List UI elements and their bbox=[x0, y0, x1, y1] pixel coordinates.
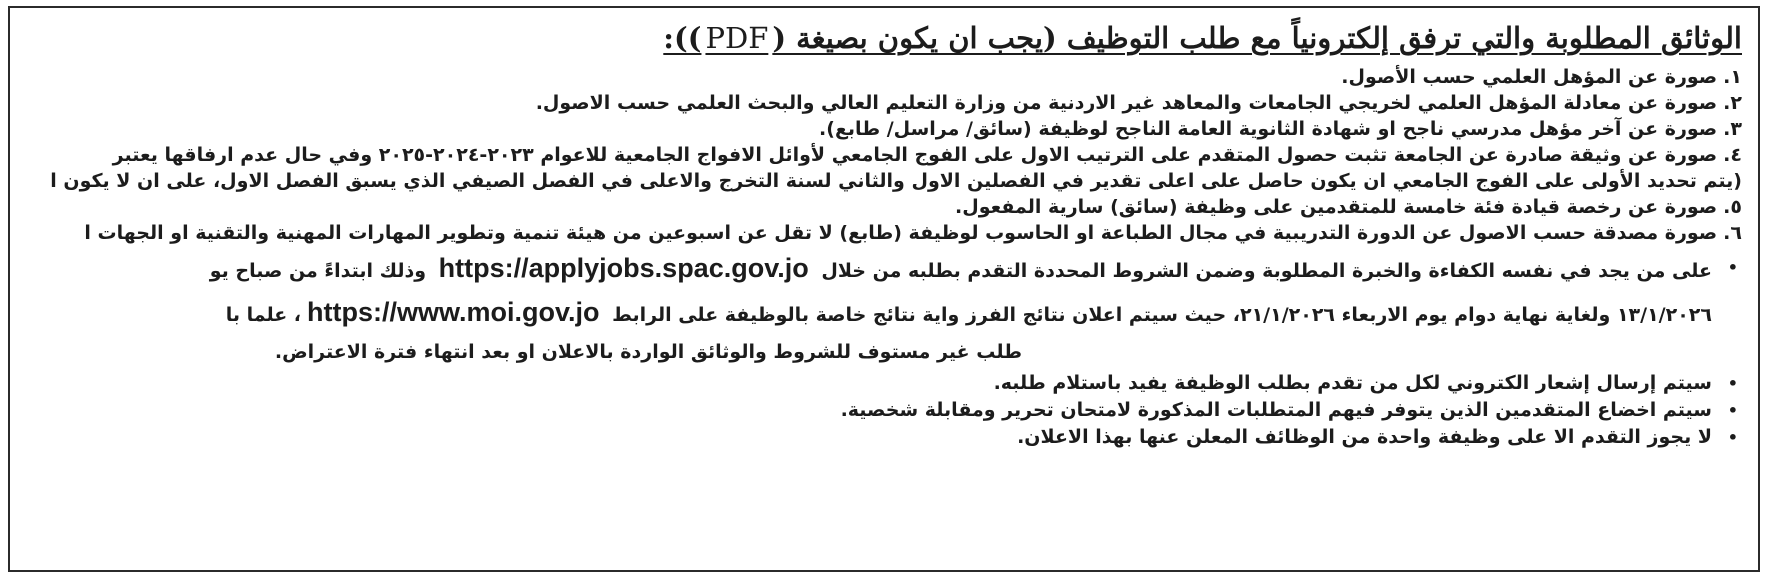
apply-note-text: على من يجد في نفسه الكفاءة والخبرة المطلوبة وضمن الشروط المحددة التقدم بطلبه من خلال bbox=[821, 260, 1712, 282]
document-number: ٤. bbox=[1723, 144, 1742, 166]
note-item-text: سيتم إرسال إشعار الكتروني لكل من تقدم بطلب الوظيفة يفيد باستلام طلبه. bbox=[993, 372, 1712, 394]
document-text: (يتم تحديد الأولى على الفوج الجامعي ان يكون حاصل على اعلى تقدير في الفصلين الاول والثاني لسنة التخرج والاعلى في الفصل الصيفي الذي يسبق الفصل الاول، على ان لا يكون ا bbox=[50, 170, 1742, 192]
document-item-5 bbox=[8, 194, 1742, 220]
document-number: ٥. bbox=[1723, 196, 1742, 218]
document-item-3 bbox=[8, 116, 1742, 142]
document-number: ٦. bbox=[1723, 222, 1742, 244]
document-text: صورة عن وثيقة صادرة عن الجامعة تثبت حصول المتقدم على الترتيب الاول على الفوج الجامعي لأوائل الافواج الجامعية للاعوام ٢٠٢٣-٢٠٢٤-٢٠٢٥ وفي حال عدم ارفاقها يعتبر bbox=[112, 144, 1718, 166]
apply-link[interactable]: https://applyjobs.spac.gov.jo bbox=[438, 253, 809, 283]
deadline-note-text: ١٣/١/٢٠٢٦ ولغاية نهاية دوام يوم الاربعاء ٢١/١/٢٠٢٦، حيث سيتم اعلان نتائج الفرز واية نتائج خاصة بالوظيفة على الرابط bbox=[612, 304, 1712, 326]
document-item-6 bbox=[8, 220, 1742, 246]
incomplete-note-text: طلب غير مستوف للشروط والوثائق الواردة بالاعلان او بعد انتهاء فترة الاعتراض. bbox=[274, 341, 1022, 363]
bullet-icon: • bbox=[1727, 374, 1738, 393]
results-link[interactable]: https://www.moi.gov.jo bbox=[307, 297, 600, 327]
incomplete-note bbox=[8, 334, 1022, 370]
document-text: صورة عن رخصة قيادة فئة خامسة للمتقدمين على وظيفة (سائق) سارية المفعول. bbox=[955, 196, 1718, 218]
document-number: ١. bbox=[1723, 66, 1742, 88]
note-item-text: لا يجوز التقدم الا على وظيفة واحدة من الوظائف المعلن عنها بهذا الاعلان. bbox=[1017, 426, 1712, 448]
announcement-frame bbox=[8, 6, 1760, 572]
document-text: صورة عن آخر مؤهل مدرسي ناجح او شهادة الثانوية العامة الناجح لوظيفة (سائق/ مراسل/ طابع). bbox=[819, 118, 1718, 140]
document-text: صورة عن معادلة المؤهل العلمي لخريجي الجامعات والمعاهد غير الاردنية من وزارة التعليم العالي والبحث العلمي حسب الاصول. bbox=[535, 92, 1718, 114]
bullet-icon: • bbox=[1727, 258, 1738, 277]
announcement-content bbox=[8, 18, 1742, 451]
document-item-4 bbox=[8, 142, 1742, 168]
bullet-icon: • bbox=[1727, 401, 1738, 420]
document-item-4-note bbox=[8, 168, 1742, 194]
document-text: صورة عن المؤهل العلمي حسب الأصول. bbox=[1341, 66, 1718, 88]
document-item-2 bbox=[8, 90, 1742, 116]
heading-end-text: )): bbox=[663, 21, 702, 55]
document-number: ٢. bbox=[1723, 92, 1742, 114]
note-item-2 bbox=[8, 397, 1742, 424]
note-item-3 bbox=[8, 424, 1742, 451]
apply-note bbox=[8, 246, 1742, 290]
note-item-text: سيتم اخضاع المتقدمين الذين يتوفر فيهم المتطلبات المذكورة لامتحان تحرير ومقابلة شخصية. bbox=[840, 399, 1712, 421]
heading-main-text: الوثائق المطلوبة والتي ترفق إلكترونياً مع طلب التوظيف (يجب ان يكون بصيغة ( bbox=[772, 21, 1742, 55]
document-text: صورة مصدقة حسب الاصول عن الدورة التدريبية في مجال الطباعة او الحاسوب لوظيفة (طابع) لا تقل عن اسبوعين من هيئة تنمية وتطوير المهارات المهنية والتقنية او الجهات ا bbox=[84, 222, 1718, 244]
deadline-note bbox=[8, 290, 1742, 334]
document-item-1 bbox=[8, 64, 1742, 90]
apply-note-tail: وذلك ابتداءً من صباح يو bbox=[209, 260, 427, 282]
deadline-note-tail: ، علما با bbox=[225, 304, 302, 326]
section-heading bbox=[8, 18, 1742, 64]
heading-pdf-text: PDF bbox=[705, 21, 769, 55]
document-number: ٣. bbox=[1723, 118, 1742, 140]
bullet-icon: • bbox=[1727, 428, 1738, 447]
note-item-1 bbox=[8, 370, 1742, 397]
